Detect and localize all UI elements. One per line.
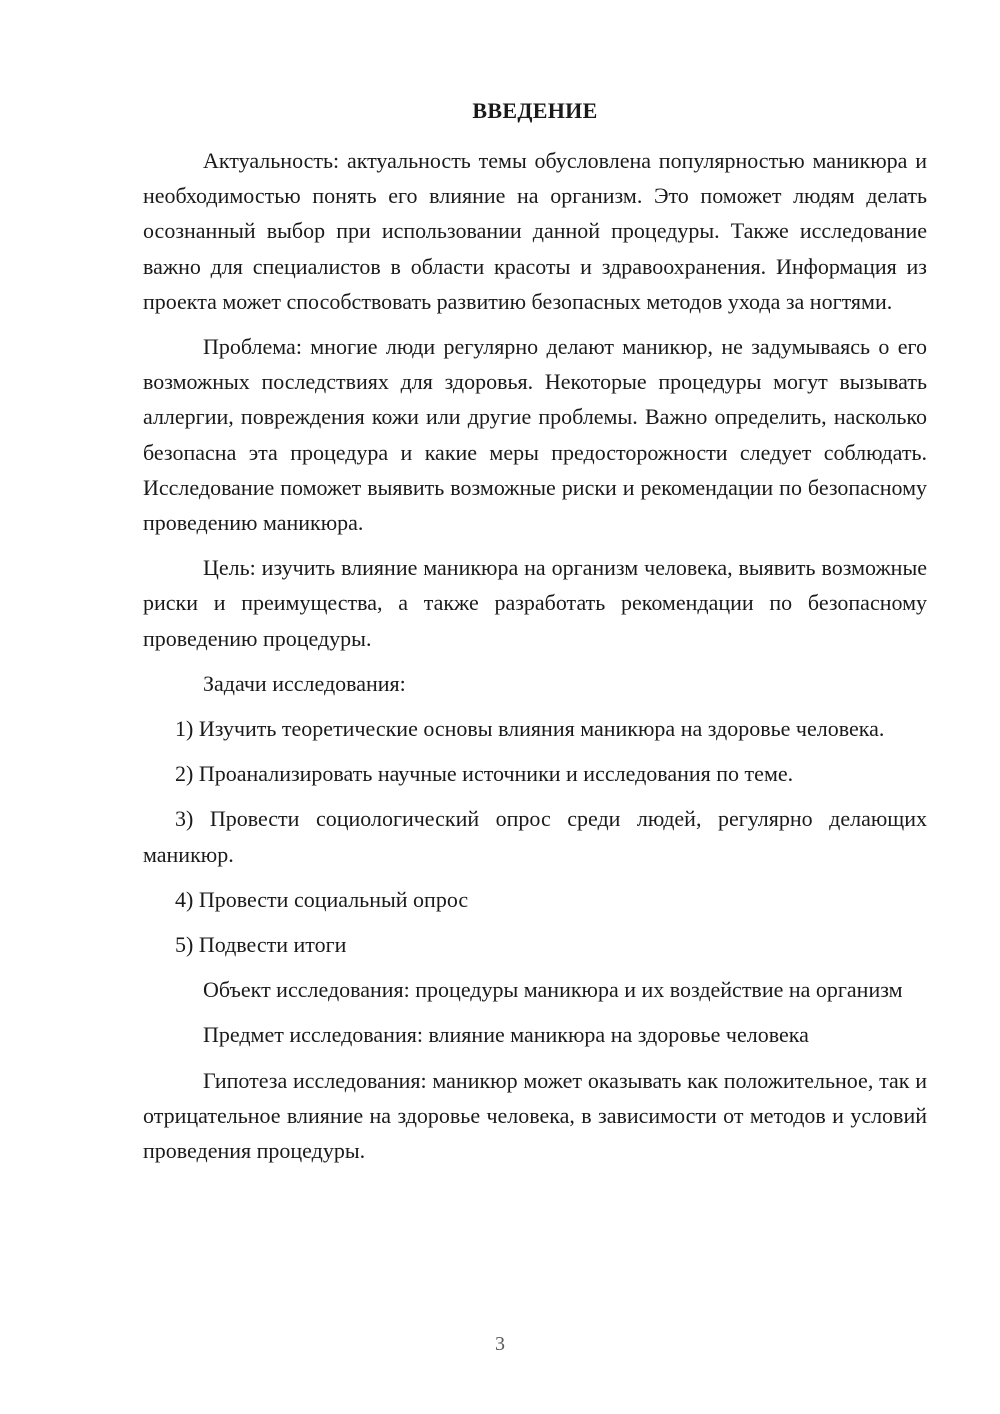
paragraph-relevance: Актуальность: актуальность темы обусловлена популярностью маникюра и необходимостью понять его влияние на организм. Это поможет людям делать осознанный выбор при использовании данной процедуры. Также исследование важно для специалистов в области красоты и здравоохранения. Информация из проекта может способствовать развитию безопасных методов ухода за ногтями. [143, 148, 927, 314]
task-item-4: 4) Провести социальный опрос [175, 886, 469, 912]
paragraph-object: Объект исследования: процедуры маникюра и их воздействие на организм [203, 977, 903, 1003]
tasks-heading: Задачи исследования: [203, 670, 406, 696]
task-item-3: 3) Провести социологический опрос среди людей, регулярно делающих маникюр. [143, 806, 927, 867]
document-body [143, 143, 927, 1168]
task-item-5: 5) Подвести итоги [175, 932, 347, 958]
paragraph-hypothesis: Гипотеза исследования: маникюр может оказывать как положительное, так и отрицательное влияние на здоровье человека, в зависимости от методов и условий проведения процедуры. [143, 1067, 927, 1164]
paragraph-goal: Цель: изучить влияние маникюра на организм человека, выявить возможные риски и преимущества, а также разработать рекомендации по безопасному проведению процедуры. [143, 555, 927, 651]
task-item-2: 2) Проанализировать научные источники и исследования по теме. [175, 761, 794, 787]
page-title: ВВЕДЕНИЕ [472, 98, 598, 123]
paragraph-problem: Проблема: многие люди регулярно делают маникюр, не задумываясь о его возможных последствиях для здоровья. Некоторые процедуры могут вызывать аллергии, повреждения кожи или другие проблемы. Важно определить, насколько безопасна эта процедура и какие меры предосторожности следует соблюдать. Исследование поможет выявить возможные риски и рекомендации по безопасному проведению маникюра. [143, 334, 927, 536]
paragraph-subject: Предмет исследования: влияние маникюра на здоровье человека [203, 1022, 809, 1048]
task-item-1: 1) Изучить теоретические основы влияния маникюра на здоровье человека. [175, 716, 885, 742]
page-number: 3 [495, 1333, 505, 1355]
